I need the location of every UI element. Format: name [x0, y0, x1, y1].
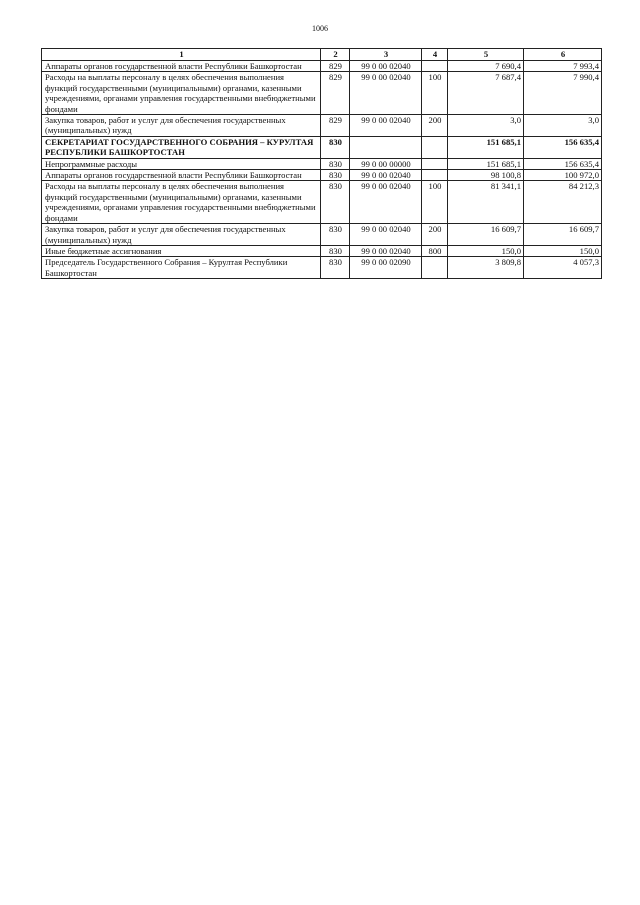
row-ministry-cell: 830: [321, 136, 350, 158]
row-ministry-cell: 830: [321, 257, 350, 279]
row-amount-2-cell: 7 990,4: [524, 72, 602, 115]
page-number: 1006: [312, 24, 328, 33]
row-target-code-cell: 99 0 00 02040: [350, 181, 422, 224]
header-col-3: 3: [350, 49, 422, 61]
header-col-6: 6: [524, 49, 602, 61]
table-row: [42, 170, 602, 181]
header-col-5: 5: [448, 49, 524, 61]
header-col-1: 1: [42, 49, 321, 61]
table-header-row: [42, 49, 602, 61]
row-name-cell: СЕКРЕТАРИАТ ГОСУДАРСТВЕННОГО СОБРАНИЯ – КУРУЛТАЯ РЕСПУБЛИКИ БАШКОРТОСТАН: [42, 136, 321, 158]
table-row: [42, 181, 602, 224]
row-ministry-cell: 830: [321, 170, 350, 181]
row-ministry-cell: 830: [321, 245, 350, 256]
table-row: [42, 136, 602, 158]
row-name-cell: Иные бюджетные ассигнования: [42, 245, 321, 256]
row-expense-type-cell: [422, 170, 448, 181]
row-expense-type-cell: 100: [422, 181, 448, 224]
row-ministry-cell: 830: [321, 181, 350, 224]
row-amount-2-cell: 84 212,3: [524, 181, 602, 224]
row-expense-type-cell: 800: [422, 245, 448, 256]
row-amount-2-cell: 156 635,4: [524, 158, 602, 169]
row-amount-2-cell: 3,0: [524, 115, 602, 137]
row-name-cell: Закупка товаров, работ и услуг для обеспечения государственных (муниципальных) нужд: [42, 224, 321, 246]
row-target-code-cell: 99 0 00 02040: [350, 170, 422, 181]
row-amount-1-cell: 3 809,8: [448, 257, 524, 279]
table-row: [42, 224, 602, 246]
row-amount-1-cell: 151 685,1: [448, 158, 524, 169]
row-target-code-cell: 99 0 00 00000: [350, 158, 422, 169]
row-amount-2-cell: 16 609,7: [524, 224, 602, 246]
row-expense-type-cell: [422, 61, 448, 72]
row-target-code-cell: 99 0 00 02040: [350, 245, 422, 256]
row-ministry-cell: 829: [321, 115, 350, 137]
row-target-code-cell: 99 0 00 02040: [350, 72, 422, 115]
table-row: [42, 115, 602, 137]
row-expense-type-cell: [422, 158, 448, 169]
row-amount-1-cell: 16 609,7: [448, 224, 524, 246]
row-amount-2-cell: 100 972,0: [524, 170, 602, 181]
row-name-cell: Непрограммные расходы: [42, 158, 321, 169]
row-expense-type-cell: 100: [422, 72, 448, 115]
row-ministry-cell: 829: [321, 72, 350, 115]
row-amount-1-cell: 7 690,4: [448, 61, 524, 72]
row-expense-type-cell: 200: [422, 115, 448, 137]
row-name-cell: Аппараты органов государственной власти Республики Башкортостан: [42, 61, 321, 72]
row-amount-1-cell: 98 100,8: [448, 170, 524, 181]
row-ministry-cell: 829: [321, 61, 350, 72]
table-row: [42, 72, 602, 115]
row-target-code-cell: [350, 136, 422, 158]
row-target-code-cell: 99 0 00 02040: [350, 61, 422, 72]
row-amount-1-cell: 7 687,4: [448, 72, 524, 115]
row-ministry-cell: 830: [321, 224, 350, 246]
row-amount-1-cell: 151 685,1: [448, 136, 524, 158]
row-name-cell: Аппараты органов государственной власти Республики Башкортостан: [42, 170, 321, 181]
row-expense-type-cell: [422, 257, 448, 279]
row-target-code-cell: 99 0 00 02090: [350, 257, 422, 279]
table-row: [42, 158, 602, 169]
row-name-cell: Расходы на выплаты персоналу в целях обеспечения выполнения функций государственными (муниципальными) органами, казенными учреждениями, органами управления государственными внебюджетными фондами: [42, 72, 321, 115]
row-amount-1-cell: 150,0: [448, 245, 524, 256]
budget-table: [41, 48, 602, 279]
table-body: [42, 61, 602, 279]
row-amount-2-cell: 7 993,4: [524, 61, 602, 72]
row-amount-1-cell: 3,0: [448, 115, 524, 137]
row-name-cell: Председатель Государственного Собрания – Курултая Республики Башкортостан: [42, 257, 321, 279]
table-row: [42, 257, 602, 279]
row-amount-2-cell: 156 635,4: [524, 136, 602, 158]
header-col-2: 2: [321, 49, 350, 61]
row-ministry-cell: 830: [321, 158, 350, 169]
row-expense-type-cell: 200: [422, 224, 448, 246]
row-target-code-cell: 99 0 00 02040: [350, 115, 422, 137]
table-row: [42, 61, 602, 72]
row-amount-1-cell: 81 341,1: [448, 181, 524, 224]
row-amount-2-cell: 150,0: [524, 245, 602, 256]
table-row: [42, 245, 602, 256]
row-name-cell: Расходы на выплаты персоналу в целях обеспечения выполнения функций государственными (муниципальными) органами, казенными учреждениями, органами управления государственными внебюджетными фондами: [42, 181, 321, 224]
row-target-code-cell: 99 0 00 02040: [350, 224, 422, 246]
header-col-4: 4: [422, 49, 448, 61]
row-amount-2-cell: 4 057,3: [524, 257, 602, 279]
row-expense-type-cell: [422, 136, 448, 158]
row-name-cell: Закупка товаров, работ и услуг для обеспечения государственных (муниципальных) нужд: [42, 115, 321, 137]
